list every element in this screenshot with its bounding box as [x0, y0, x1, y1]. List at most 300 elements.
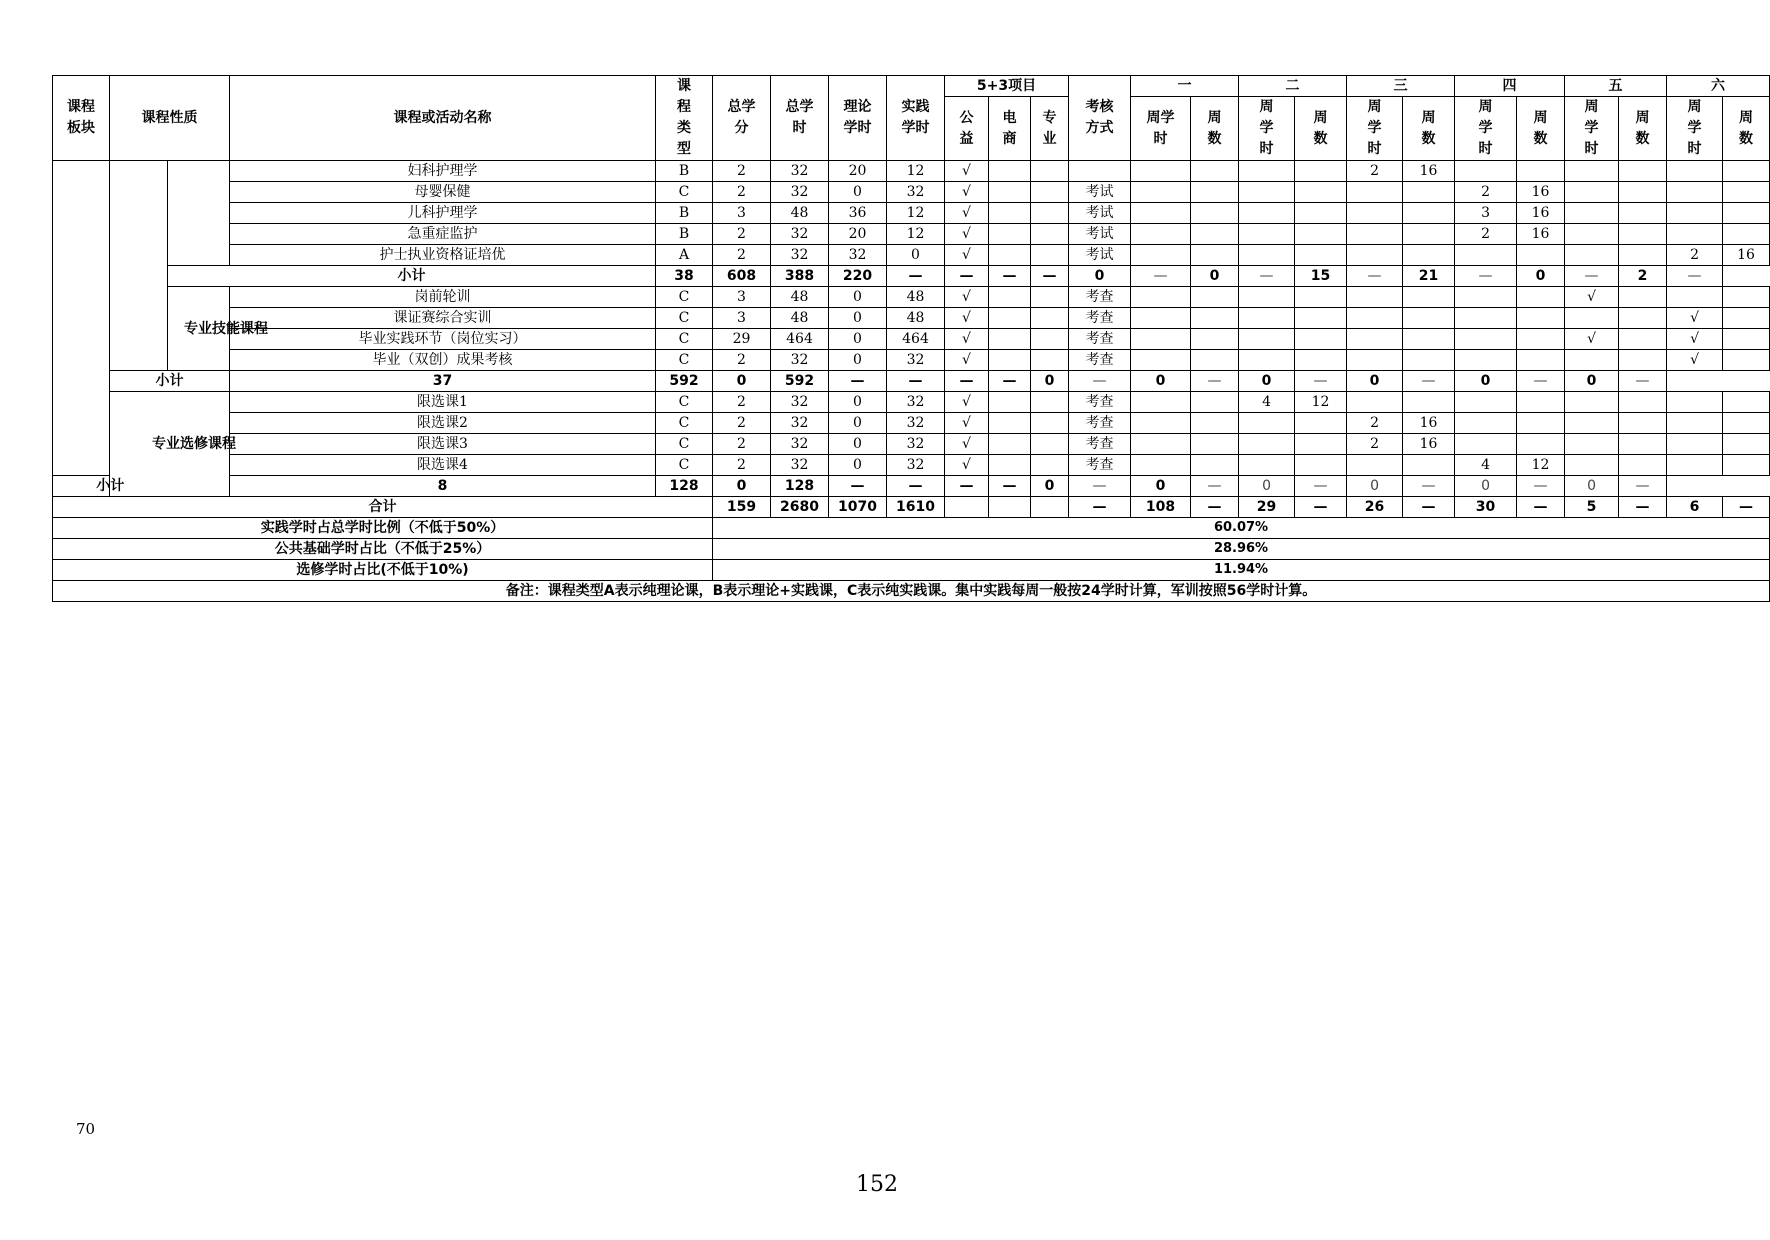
subtotal-weekly-hours: 15	[1295, 266, 1347, 287]
subtotal-weekly-hours: 0	[1347, 371, 1403, 392]
course-p3	[1031, 182, 1069, 203]
semester-weeks	[1517, 308, 1565, 329]
semester-weekly-hours	[1239, 434, 1295, 455]
course-practice: 32	[887, 350, 945, 371]
semester-weekly-hours	[1347, 287, 1403, 308]
semester-weekly-hours	[1455, 350, 1517, 371]
semester-weekly-hours	[1667, 392, 1723, 413]
subtotal-row	[53, 476, 1770, 497]
subtotal-weekly-hours: 0	[1031, 476, 1069, 497]
header-hours: 总学时	[771, 76, 829, 161]
semester-weekly-hours	[1565, 455, 1619, 476]
semester-weeks	[1723, 392, 1770, 413]
subtotal-weeks: —	[1069, 371, 1131, 392]
subtotal-weeks: —	[1517, 371, 1565, 392]
semester-weeks	[1191, 245, 1239, 266]
subgroup-cell	[168, 161, 230, 266]
course-practice: 32	[887, 182, 945, 203]
course-name: 急重症监护	[230, 224, 656, 245]
semester-weeks	[1619, 224, 1667, 245]
semester-weekly-hours	[1131, 203, 1191, 224]
course-theory: 0	[829, 308, 887, 329]
semester-weekly-hours	[1667, 182, 1723, 203]
semester-weeks	[1517, 392, 1565, 413]
semester-weekly-hours	[1455, 434, 1517, 455]
course-theory: 0	[829, 182, 887, 203]
total-weeks: —	[1517, 497, 1565, 518]
semester-weeks	[1723, 287, 1770, 308]
subtotal-weekly-hours: 0	[1517, 266, 1565, 287]
course-credits: 2	[713, 455, 771, 476]
course-practice: 12	[887, 203, 945, 224]
semester-weeks	[1619, 245, 1667, 266]
course-p3	[1031, 308, 1069, 329]
course-hours: 48	[771, 203, 829, 224]
course-exam	[1069, 161, 1131, 182]
subtotal-row	[53, 371, 1770, 392]
course-practice: 12	[887, 224, 945, 245]
semester-weeks: 16	[1723, 245, 1770, 266]
semester-weeks	[1403, 308, 1455, 329]
course-hours: 32	[771, 392, 829, 413]
ratio-label: 公共基础学时占比（不低于25%）	[53, 539, 713, 560]
course-p1: √	[945, 245, 989, 266]
subtotal-hours: 592	[656, 371, 713, 392]
semester-weeks	[1619, 329, 1667, 350]
subtotal-weekly-hours: 0	[1131, 371, 1191, 392]
subtotal-weeks: —	[1131, 266, 1191, 287]
course-type: C	[656, 287, 713, 308]
header-weekly-hours-1: 周学时	[1131, 97, 1191, 161]
subtotal-exam: —	[989, 476, 1031, 497]
semester-weekly-hours	[1565, 245, 1619, 266]
table-row	[53, 350, 1770, 371]
subtotal-weekly-hours: 0	[1565, 371, 1619, 392]
course-p1: √	[945, 350, 989, 371]
course-p2	[989, 224, 1031, 245]
semester-weeks	[1619, 161, 1667, 182]
subtotal-weeks: —	[1347, 266, 1403, 287]
semester-weeks	[1295, 434, 1347, 455]
group-label-elective: 专业选修课程	[110, 392, 230, 497]
course-exam: 考查	[1069, 392, 1131, 413]
course-type: C	[656, 308, 713, 329]
subtotal-weekly-hours: 0	[1565, 476, 1619, 497]
semester-weekly-hours	[1131, 329, 1191, 350]
semester-weeks	[1517, 245, 1565, 266]
semester-weekly-hours	[1347, 182, 1403, 203]
semester-weekly-hours	[1347, 308, 1403, 329]
course-name: 限选课4	[230, 455, 656, 476]
course-p1: √	[945, 224, 989, 245]
semester-weeks	[1403, 329, 1455, 350]
semester-weeks	[1619, 182, 1667, 203]
course-name: 儿科护理学	[230, 203, 656, 224]
course-type: C	[656, 455, 713, 476]
course-theory: 0	[829, 392, 887, 413]
course-p2	[989, 392, 1031, 413]
semester-weeks	[1619, 392, 1667, 413]
semester-weeks: 16	[1403, 413, 1455, 434]
header-project-2: 电商	[989, 97, 1031, 161]
semester-weekly-hours	[1239, 203, 1295, 224]
semester-weeks	[1403, 245, 1455, 266]
semester-weekly-hours	[1239, 455, 1295, 476]
page-number: 152	[856, 1172, 898, 1197]
semester-weeks	[1403, 182, 1455, 203]
table-row	[53, 455, 1770, 476]
table-row	[53, 161, 1770, 182]
corner-number: 70	[76, 1120, 96, 1138]
course-credits: 3	[713, 287, 771, 308]
header-project-3: 专业	[1031, 97, 1069, 161]
total-label: 合计	[53, 497, 713, 518]
subtotal-p2: —	[887, 476, 945, 497]
header-semester-6: 六	[1667, 76, 1770, 97]
semester-weekly-hours	[1347, 224, 1403, 245]
course-p3	[1031, 245, 1069, 266]
semester-weeks	[1619, 308, 1667, 329]
course-type: C	[656, 392, 713, 413]
semester-weekly-hours: √	[1667, 350, 1723, 371]
subtotal-p3: —	[945, 476, 989, 497]
course-p3	[1031, 203, 1069, 224]
subtotal-label: 小计	[110, 371, 230, 392]
semester-weeks	[1191, 329, 1239, 350]
header-weekly-hours-5: 周学时	[1565, 97, 1619, 161]
semester-weekly-hours	[1667, 413, 1723, 434]
header-weeks-6: 周数	[1723, 97, 1770, 161]
header-name: 课程或活动名称	[230, 76, 656, 161]
semester-weekly-hours	[1239, 245, 1295, 266]
course-p1: √	[945, 434, 989, 455]
semester-weekly-hours	[1131, 224, 1191, 245]
course-type: C	[656, 434, 713, 455]
course-credits: 29	[713, 329, 771, 350]
header-semester-1: 一	[1131, 76, 1239, 97]
semester-weekly-hours	[1239, 350, 1295, 371]
course-p2	[989, 203, 1031, 224]
total-weekly-hours: 29	[1239, 497, 1295, 518]
course-credits: 3	[713, 308, 771, 329]
table-row	[53, 224, 1770, 245]
subtotal-label: 小计	[168, 266, 656, 287]
course-p2	[989, 455, 1031, 476]
course-name: 课证赛综合实训	[230, 308, 656, 329]
course-type: C	[656, 329, 713, 350]
course-credits: 2	[713, 392, 771, 413]
course-p3	[1031, 161, 1069, 182]
total-weekly-hours: 30	[1455, 497, 1517, 518]
course-name: 毕业实践环节（岗位实习）	[230, 329, 656, 350]
semester-weekly-hours	[1565, 308, 1619, 329]
subtotal-p2: —	[887, 371, 945, 392]
semester-weekly-hours	[1239, 182, 1295, 203]
total-weekly-hours: 6	[1667, 497, 1723, 518]
total-exam: —	[1069, 497, 1131, 518]
course-type: B	[656, 161, 713, 182]
header-semester-2: 二	[1239, 76, 1347, 97]
course-theory: 0	[829, 455, 887, 476]
semester-weeks	[1619, 350, 1667, 371]
semester-weekly-hours	[1455, 161, 1517, 182]
total-weeks: —	[1191, 497, 1239, 518]
subtotal-p2: —	[945, 266, 989, 287]
semester-weeks	[1295, 350, 1347, 371]
subtotal-weekly-hours: 0	[1455, 476, 1517, 497]
total-weekly-hours: 108	[1131, 497, 1191, 518]
semester-weeks	[1295, 455, 1347, 476]
semester-weeks	[1191, 224, 1239, 245]
subtotal-weeks: —	[1619, 476, 1667, 497]
subtotal-weekly-hours: 0	[1347, 476, 1403, 497]
ratio-row	[53, 560, 1770, 581]
course-hours: 32	[771, 350, 829, 371]
semester-weekly-hours: 3	[1455, 203, 1517, 224]
subtotal-practice: 128	[771, 476, 829, 497]
semester-weeks	[1295, 308, 1347, 329]
header-weeks-1: 周数	[1191, 97, 1239, 161]
semester-weeks	[1191, 182, 1239, 203]
semester-weeks: 16	[1403, 161, 1455, 182]
total-theory: 1070	[829, 497, 887, 518]
semester-weeks	[1517, 434, 1565, 455]
semester-weekly-hours	[1347, 245, 1403, 266]
course-p2	[989, 413, 1031, 434]
semester-weeks	[1191, 434, 1239, 455]
ratio-value: 11.94%	[713, 560, 1770, 581]
semester-weeks	[1723, 182, 1770, 203]
course-hours: 48	[771, 308, 829, 329]
course-name: 母婴保健	[230, 182, 656, 203]
subtotal-hours: 608	[713, 266, 771, 287]
total-weeks: —	[1295, 497, 1347, 518]
semester-weeks: 16	[1517, 224, 1565, 245]
semester-weekly-hours	[1565, 182, 1619, 203]
course-p2	[989, 434, 1031, 455]
table-row	[53, 413, 1770, 434]
course-type: C	[656, 350, 713, 371]
ratio-row	[53, 539, 1770, 560]
semester-weeks	[1723, 161, 1770, 182]
subtotal-weekly-hours: 21	[1403, 266, 1455, 287]
total-weeks: —	[1723, 497, 1770, 518]
semester-weeks	[1403, 350, 1455, 371]
semester-weekly-hours	[1347, 350, 1403, 371]
subtotal-weeks: —	[1239, 266, 1295, 287]
semester-weekly-hours: √	[1667, 308, 1723, 329]
semester-weekly-hours: √	[1565, 287, 1619, 308]
subtotal-credits: 8	[230, 476, 656, 497]
semester-weekly-hours	[1455, 413, 1517, 434]
total-weeks: —	[1403, 497, 1455, 518]
header-project-1: 公益	[945, 97, 989, 161]
course-p3	[1031, 392, 1069, 413]
subtotal-weekly-hours: 0	[1131, 476, 1191, 497]
course-hours: 464	[771, 329, 829, 350]
header-weeks-4: 周数	[1517, 97, 1565, 161]
subtotal-weeks: —	[1455, 266, 1517, 287]
semester-weeks	[1191, 287, 1239, 308]
course-p3	[1031, 455, 1069, 476]
total-row	[53, 497, 1770, 518]
course-p2	[989, 329, 1031, 350]
course-credits: 2	[713, 350, 771, 371]
total-weekly-hours: 26	[1347, 497, 1403, 518]
subtotal-p3: —	[989, 266, 1031, 287]
course-exam: 考试	[1069, 203, 1131, 224]
course-exam: 考试	[1069, 182, 1131, 203]
semester-weekly-hours: 2	[1455, 224, 1517, 245]
semester-weekly-hours	[1455, 287, 1517, 308]
semester-weeks	[1191, 392, 1239, 413]
table-body	[53, 161, 1770, 602]
subtotal-practice: 220	[829, 266, 887, 287]
course-exam: 考查	[1069, 455, 1131, 476]
subtotal-weeks: —	[1069, 476, 1131, 497]
subtotal-weekly-hours: 0	[1455, 371, 1517, 392]
header-nature: 课程性质	[110, 76, 230, 161]
total-credits: 159	[713, 497, 771, 518]
semester-weeks	[1723, 203, 1770, 224]
course-practice: 464	[887, 329, 945, 350]
semester-weeks	[1295, 329, 1347, 350]
semester-weekly-hours	[1239, 161, 1295, 182]
course-credits: 2	[713, 182, 771, 203]
subtotal-weeks: —	[1517, 476, 1565, 497]
course-exam: 考查	[1069, 350, 1131, 371]
total-weeks: —	[1619, 497, 1667, 518]
semester-weeks	[1517, 287, 1565, 308]
course-type: B	[656, 224, 713, 245]
course-p3	[1031, 413, 1069, 434]
semester-weekly-hours	[1131, 245, 1191, 266]
subtotal-credits: 38	[656, 266, 713, 287]
semester-weekly-hours: 4	[1239, 392, 1295, 413]
header-weeks-5: 周数	[1619, 97, 1667, 161]
semester-weeks	[1403, 224, 1455, 245]
semester-weekly-hours	[1131, 413, 1191, 434]
subtotal-weeks: —	[1403, 476, 1455, 497]
course-practice: 48	[887, 308, 945, 329]
header-semester-5: 五	[1565, 76, 1667, 97]
subtotal-theory: 0	[713, 371, 771, 392]
course-theory: 20	[829, 161, 887, 182]
course-exam: 考查	[1069, 434, 1131, 455]
course-name: 毕业（双创）成果考核	[230, 350, 656, 371]
course-p2	[989, 350, 1031, 371]
semester-weekly-hours	[1667, 455, 1723, 476]
subtotal-p1: —	[829, 371, 887, 392]
course-p1: √	[945, 287, 989, 308]
course-credits: 3	[713, 203, 771, 224]
semester-weekly-hours: 2	[1347, 161, 1403, 182]
course-hours: 32	[771, 245, 829, 266]
header-board: 课程板块	[53, 76, 110, 161]
subtotal-practice: 592	[771, 371, 829, 392]
course-hours: 32	[771, 455, 829, 476]
course-hours: 32	[771, 161, 829, 182]
semester-weekly-hours: √	[1667, 329, 1723, 350]
course-p2	[989, 287, 1031, 308]
ratio-value: 28.96%	[713, 539, 1770, 560]
course-name: 限选课1	[230, 392, 656, 413]
course-practice: 12	[887, 161, 945, 182]
semester-weeks	[1619, 287, 1667, 308]
subtotal-p1: —	[887, 266, 945, 287]
semester-weeks	[1295, 182, 1347, 203]
semester-weeks	[1619, 203, 1667, 224]
table-row	[53, 308, 1770, 329]
course-p1: √	[945, 161, 989, 182]
semester-weekly-hours	[1239, 224, 1295, 245]
semester-weeks	[1517, 329, 1565, 350]
semester-weeks: 12	[1295, 392, 1347, 413]
header-semester-3: 三	[1347, 76, 1455, 97]
course-p3	[1031, 350, 1069, 371]
semester-weeks	[1191, 455, 1239, 476]
semester-weeks: 12	[1517, 455, 1565, 476]
total-project-empty	[945, 497, 989, 518]
course-exam: 考查	[1069, 287, 1131, 308]
semester-weeks	[1619, 434, 1667, 455]
header-semester-4: 四	[1455, 76, 1565, 97]
semester-weeks	[1403, 203, 1455, 224]
course-hours: 48	[771, 287, 829, 308]
semester-weekly-hours	[1565, 392, 1619, 413]
header-weeks-3: 周数	[1403, 97, 1455, 161]
course-name: 限选课3	[230, 434, 656, 455]
semester-weekly-hours	[1131, 350, 1191, 371]
note-text: 备注：课程类型A表示纯理论课，B表示理论+实践课，C表示纯实践课。集中实践每周一般按24学时计算，军训按照56学时计算。	[53, 581, 1770, 602]
course-hours: 32	[771, 182, 829, 203]
semester-weekly-hours	[1455, 392, 1517, 413]
semester-weekly-hours	[1131, 392, 1191, 413]
semester-weeks	[1295, 287, 1347, 308]
course-practice: 0	[887, 245, 945, 266]
subtotal-weeks: —	[1191, 476, 1239, 497]
semester-weekly-hours	[1131, 287, 1191, 308]
course-p3	[1031, 329, 1069, 350]
course-p1: √	[945, 413, 989, 434]
course-p2	[989, 161, 1031, 182]
semester-weeks: 16	[1517, 182, 1565, 203]
table-row	[53, 329, 1770, 350]
semester-weekly-hours	[1131, 455, 1191, 476]
subtotal-weekly-hours: 0	[1031, 371, 1069, 392]
subtotal-p1: —	[829, 476, 887, 497]
course-exam: 考试	[1069, 224, 1131, 245]
semester-weekly-hours: 2	[1455, 182, 1517, 203]
subtotal-row	[53, 266, 1770, 287]
semester-weeks	[1723, 350, 1770, 371]
semester-weekly-hours	[1239, 287, 1295, 308]
semester-weekly-hours	[1565, 161, 1619, 182]
header-exam: 考核方式	[1069, 76, 1131, 161]
semester-weeks	[1191, 308, 1239, 329]
header-weekly-hours-2: 周学时	[1239, 97, 1295, 161]
semester-weeks	[1619, 413, 1667, 434]
course-theory: 0	[829, 287, 887, 308]
semester-weeks	[1723, 329, 1770, 350]
header-theory: 理论学时	[829, 76, 887, 161]
course-hours: 32	[771, 224, 829, 245]
semester-weeks	[1517, 161, 1565, 182]
semester-weekly-hours	[1239, 329, 1295, 350]
semester-weekly-hours	[1239, 413, 1295, 434]
semester-weeks	[1723, 434, 1770, 455]
table-row	[53, 245, 1770, 266]
